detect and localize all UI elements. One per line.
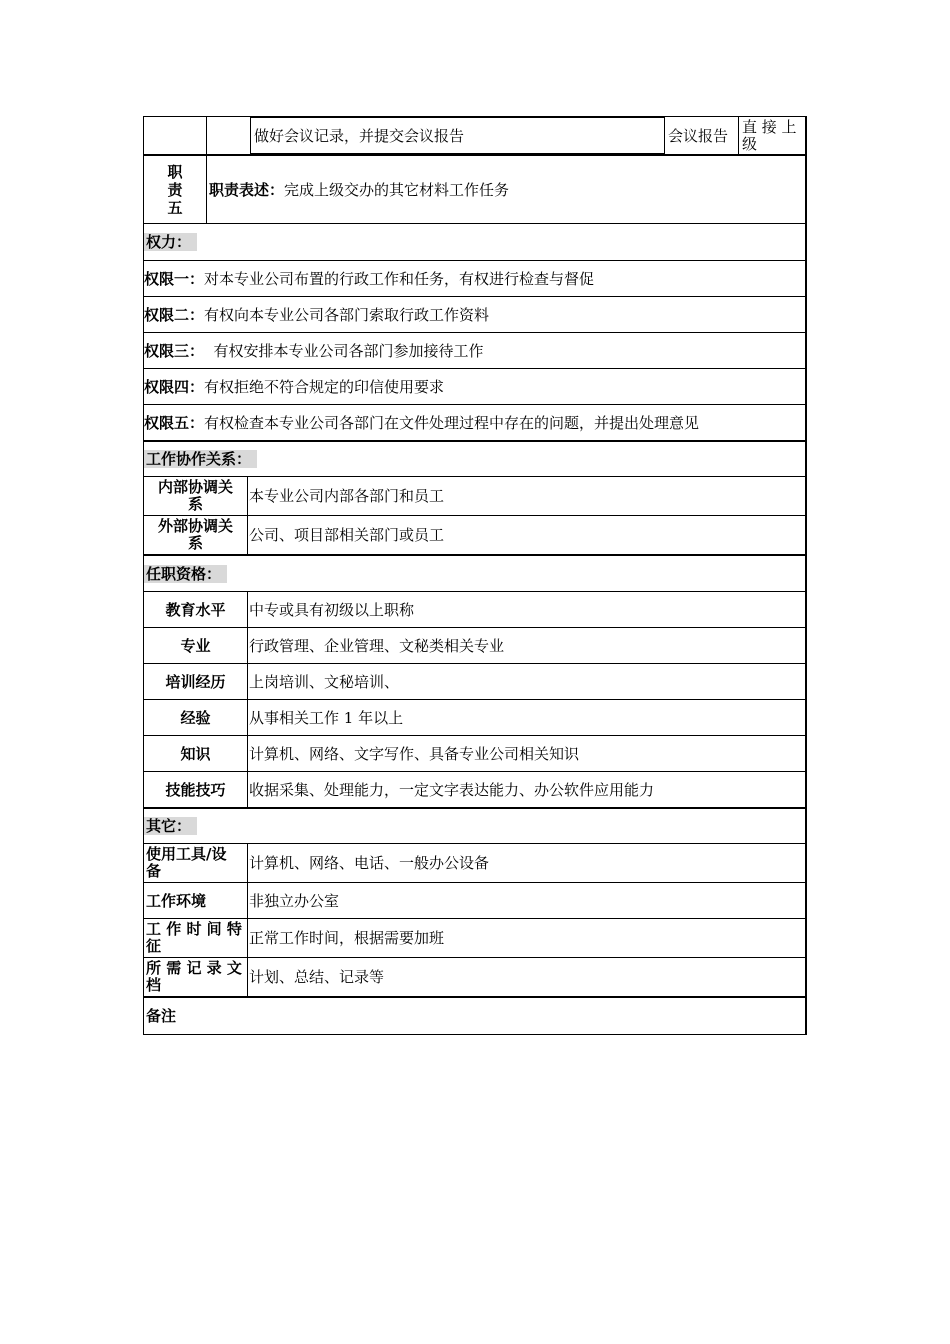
report-to-line1: 直 接 上 xyxy=(742,117,797,136)
qualification-text: 行政管理、企业管理、文秘类相关专业 xyxy=(249,636,505,655)
authority-cell xyxy=(144,297,805,332)
cooperation-title: 工作协作关系： xyxy=(144,450,257,468)
cooperation-label-line1: 外部协调关 xyxy=(157,517,233,535)
qualification-label: 经验 xyxy=(180,708,211,727)
remarks-cell xyxy=(144,998,805,1034)
authority-cell xyxy=(144,369,805,404)
cooperation-row xyxy=(143,516,807,556)
other-label-line2: 档 xyxy=(146,976,162,994)
qualification-row xyxy=(143,664,807,700)
cooperation-label-cell xyxy=(144,477,247,515)
qualification-text: 从事相关工作 1 年以上 xyxy=(249,708,404,727)
qualification-text: 上岗培训、文秘培训、 xyxy=(249,672,400,691)
authority-row xyxy=(143,261,807,297)
task-text: 做好会议记录，并提交会议报告 xyxy=(254,126,465,145)
qualification-label: 教育水平 xyxy=(165,600,226,619)
other-label-cell xyxy=(144,958,247,996)
authority-row xyxy=(143,405,807,442)
authority-cell xyxy=(144,333,805,368)
authority-text: 有权向本专业公司各部门索取行政工作资料 xyxy=(204,305,490,324)
report-to-line2: 级 xyxy=(742,134,758,153)
authority-header-cell xyxy=(144,224,805,260)
authority-header-row xyxy=(143,224,807,261)
authority-text: 有权检查本专业公司各部门在文件处理过程中存在的问题，并提出处理意见 xyxy=(204,413,700,432)
cooperation-label-line1: 内部协调关 xyxy=(157,478,233,496)
other-text-cell xyxy=(247,919,805,957)
authority-cell xyxy=(144,405,805,440)
cooperation-label-cell xyxy=(144,516,247,554)
qualification-label-cell xyxy=(144,772,247,807)
other-label-line1: 工作环境 xyxy=(146,891,207,910)
authority-label: 权限四： xyxy=(144,377,205,396)
cooperation-header-cell xyxy=(144,442,805,476)
qualification-label: 技能技巧 xyxy=(165,780,226,799)
task-row xyxy=(143,116,807,156)
other-header-row xyxy=(143,809,807,844)
authority-text: 对本专业公司布置的行政工作和任务，有权进行检查与督促 xyxy=(204,269,595,288)
task-output-cell xyxy=(664,117,738,154)
qualification-row xyxy=(143,736,807,772)
other-label-cell xyxy=(144,844,247,882)
duty-five-char-2: 责 xyxy=(167,180,183,199)
duty-five-desc-text: 完成上级交办的其它材料工作任务 xyxy=(284,180,510,199)
other-row xyxy=(143,844,807,883)
cooperation-text: 公司、项目部相关部门或员工 xyxy=(249,526,445,544)
other-label-line2: 备 xyxy=(146,862,162,880)
qualification-label: 培训经历 xyxy=(165,672,226,691)
task-index-cell xyxy=(144,117,206,154)
authority-row xyxy=(143,297,807,333)
qualification-row xyxy=(143,700,807,736)
other-text: 计划、总结、记录等 xyxy=(249,968,385,986)
duty-five-desc-label: 职责表述： xyxy=(209,180,285,199)
qualification-row xyxy=(143,772,807,809)
job-description-table xyxy=(143,116,807,1035)
other-text-cell xyxy=(247,844,805,882)
qualification-label-cell xyxy=(144,664,247,699)
authority-text: 有权拒绝不符合规定的印信使用要求 xyxy=(204,377,445,396)
authority-cell xyxy=(144,261,805,296)
other-label-cell xyxy=(144,919,247,957)
duty-five-row xyxy=(143,156,807,224)
authority-label: 权限二： xyxy=(144,305,205,324)
other-label-line1: 使用工具/设 xyxy=(146,845,227,863)
cooperation-header-row xyxy=(143,442,807,477)
other-text-cell xyxy=(247,883,805,918)
authority-row xyxy=(143,369,807,405)
qualification-text-cell xyxy=(247,700,805,735)
qualification-header-cell xyxy=(144,556,805,591)
remarks-title: 备注 xyxy=(146,1007,177,1025)
qualification-text-cell xyxy=(247,736,805,771)
authority-label: 权限一： xyxy=(144,269,205,288)
qualification-label-cell xyxy=(144,736,247,771)
qualification-text: 收据采集、处理能力，一定文字表达能力、办公软件应用能力 xyxy=(249,780,655,799)
qualification-title: 任职资格： xyxy=(144,565,227,583)
other-row xyxy=(143,883,807,919)
other-text-cell xyxy=(247,958,805,996)
other-label-line1: 所 需 记 录 文 xyxy=(146,959,242,977)
qualification-label: 专业 xyxy=(180,636,211,655)
authority-text: 有权安排本专业公司各部门参加接待工作 xyxy=(204,341,484,360)
other-row xyxy=(143,958,807,998)
other-label-cell xyxy=(144,883,247,918)
qualification-text-cell xyxy=(247,628,805,663)
authority-label: 权限三： xyxy=(144,341,205,360)
other-row xyxy=(143,919,807,958)
task-sub-cell xyxy=(206,117,250,154)
authority-row xyxy=(143,333,807,369)
qualification-text-cell xyxy=(247,772,805,807)
other-label-line2: 征 xyxy=(146,937,162,955)
cooperation-label-line2: 系 xyxy=(187,495,203,513)
cooperation-text: 本专业公司内部各部门和员工 xyxy=(249,487,445,505)
cooperation-text-cell xyxy=(247,477,805,515)
cooperation-text-cell xyxy=(247,516,805,554)
qualification-label-cell xyxy=(144,628,247,663)
qualification-header-row xyxy=(143,556,807,592)
task-description-cell xyxy=(250,117,664,154)
other-text: 计算机、网络、电话、一般办公设备 xyxy=(249,854,490,872)
qualification-row xyxy=(143,592,807,628)
qualification-text-cell xyxy=(247,664,805,699)
duty-five-label-cell xyxy=(144,156,206,223)
cooperation-label-line2: 系 xyxy=(187,534,203,552)
cooperation-row xyxy=(143,477,807,516)
qualification-label-cell xyxy=(144,592,247,627)
task-output-text: 会议报告 xyxy=(668,126,729,145)
qualification-label-cell xyxy=(144,700,247,735)
qualification-text: 计算机、网络、文字写作、具备专业公司相关知识 xyxy=(249,744,580,763)
duty-five-char-1: 职 xyxy=(167,162,183,181)
duty-five-desc-cell xyxy=(206,156,805,223)
qualification-text: 中专或具有初级以上职称 xyxy=(249,600,415,619)
other-text: 正常工作时间，根据需要加班 xyxy=(249,929,445,947)
authority-title: 权力： xyxy=(144,233,197,251)
duty-five-char-3: 五 xyxy=(167,198,183,217)
other-title: 其它： xyxy=(144,817,197,835)
other-header-cell xyxy=(144,809,805,843)
qualification-text-cell xyxy=(247,592,805,627)
other-text: 非独立办公室 xyxy=(249,891,340,910)
other-label-line1: 工 作 时 间 特 xyxy=(146,920,242,938)
qualification-row xyxy=(143,628,807,664)
task-report-to-cell xyxy=(738,117,805,154)
authority-label: 权限五： xyxy=(144,413,205,432)
qualification-label: 知识 xyxy=(180,744,211,763)
remarks-row xyxy=(143,998,807,1035)
